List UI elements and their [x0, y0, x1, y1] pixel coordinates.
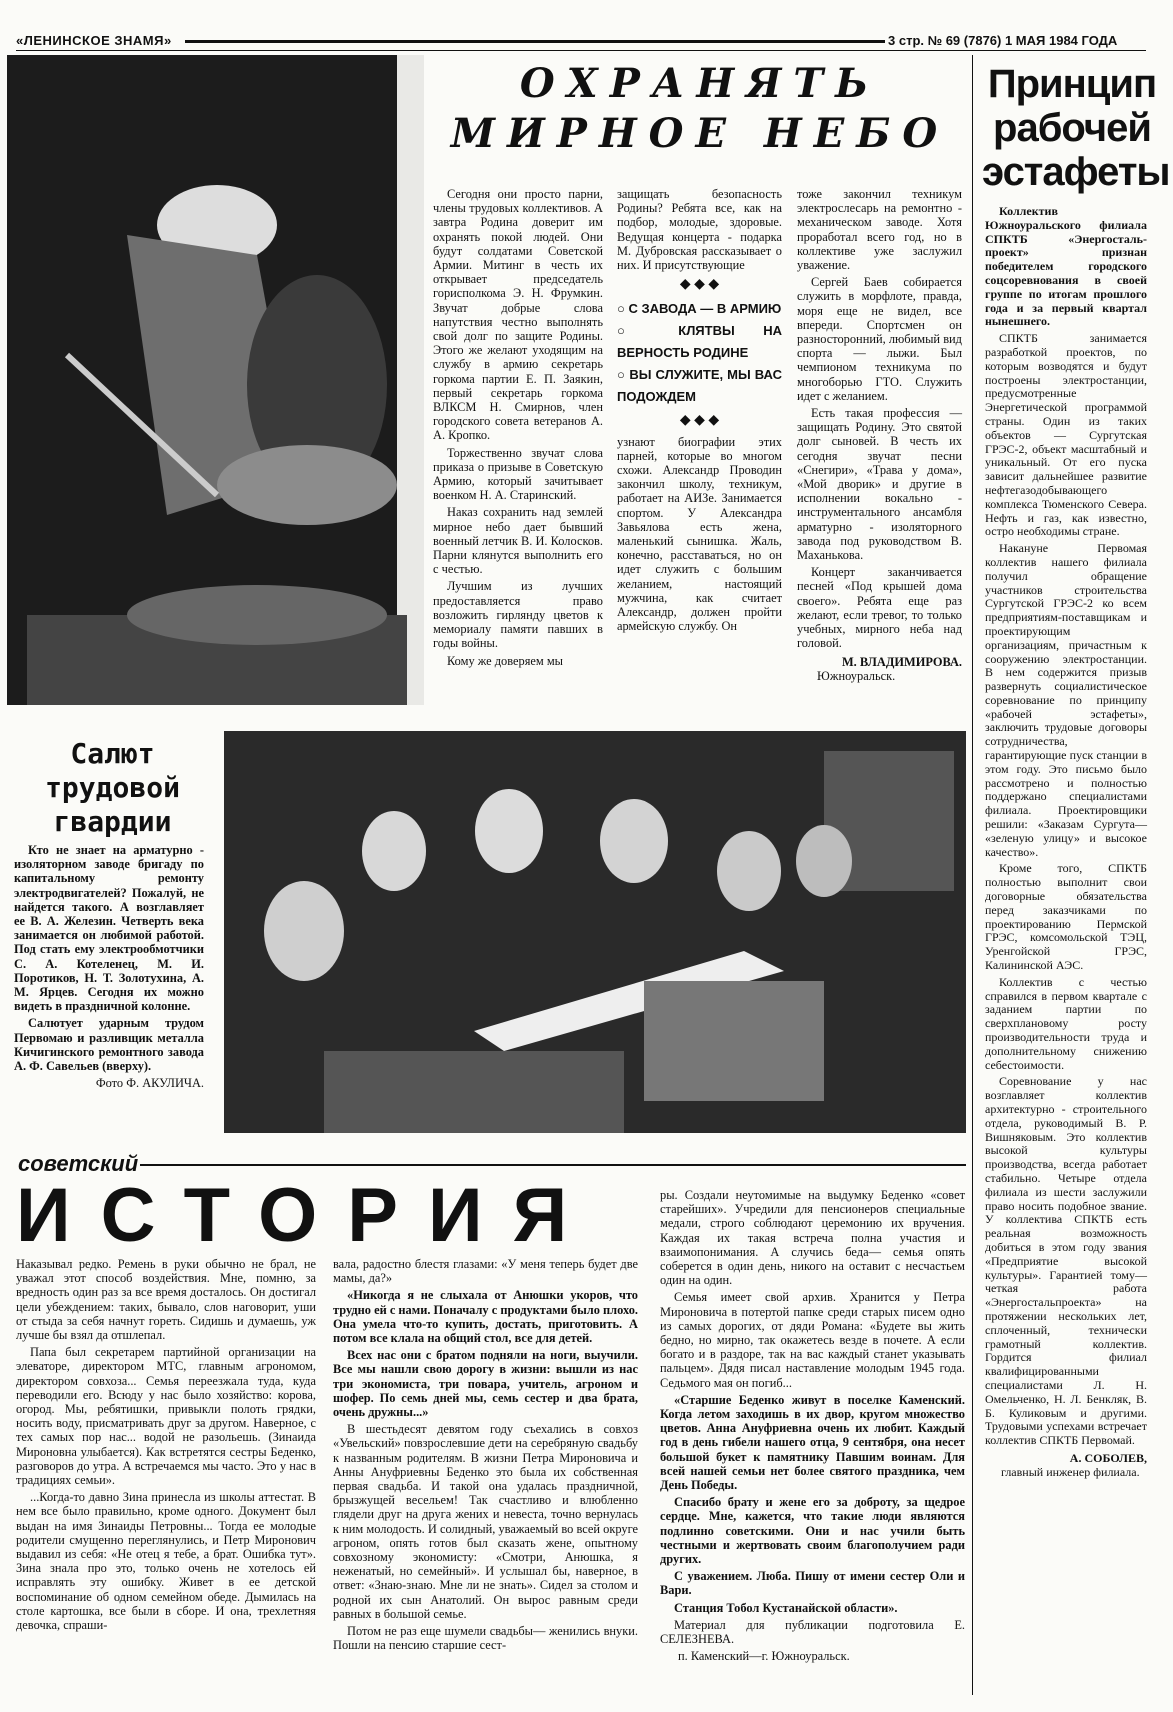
article1-title — [450, 60, 950, 160]
paragraph: узнают биографии этих парней, которые во многом схожи. Александр Проводин закончил школу, техникум, работает на АИЗе. Занимается спортом. У Александра Завьялова есть жена, маленький сынишка. Жаль, конечно, расставаться, но он идет служить с большим желанием, настоящий мужчина, как считает Александр, должен пройти армейскую службу. Он — [617, 434, 782, 634]
header-rule — [185, 40, 885, 43]
paragraph: защищать безопасность Родины? Ребята все, как на подбор, молодые, здоровые. Ведущая концерта - подарка М. Дубровская рассказывает о них. И присутствующие — [617, 187, 782, 273]
paragraph: Наказ сохранить над землей мирное небо дает бывший военный летчик В. И. Колосков. Парни клянутся выполнить его с честью. — [433, 505, 604, 577]
article2-title — [10, 737, 215, 839]
paragraph: Станция Тобол Кустанайской области». — [674, 1600, 898, 1615]
article3-lead: Коллектив Южноуральского филиала СПКТБ «Энергосталь-проект» признан победителем городского соцсоревнования в своей группе по итогам прошлого года и за первый квартал нынешнего. — [985, 204, 1147, 329]
paragraph: тоже закончил техникум электрослесарь на ремонтно - механическом заводе. Хотя проработал всего год, но в коллективе уже заслужил уважение. — [797, 187, 962, 273]
article4-place: п. Каменский—г. Южноуральск. — [678, 1649, 850, 1664]
kicker-rule — [140, 1164, 966, 1166]
paragraph: Кроме того, СПКТБ полностью выполнит свои договорные обязательства перед заказчиками по проектированию Пермской ГРЭС, комсомольской ТЭЦ, Уренгойской ГРЭС, Калининской АЭС. — [985, 861, 1147, 973]
paragraph: Лучшим из лучших предоставляется право возложить гирлянду цветов к мемориалу памяти павших в годы войны. — [433, 579, 603, 651]
article4-title: ИСТОРИЯ — [16, 1173, 598, 1258]
article1-col2 — [617, 187, 782, 636]
paragraph: Салютует ударным трудом Первомаю и разливщик металла Кичигинского ремонтного завода А. Ф. Савельев (вверху). — [14, 1016, 204, 1074]
article3-title — [982, 62, 1170, 194]
article2-title-line3: гвардии — [53, 805, 172, 838]
paragraph: Коллектив с честью справился в первом квартале с заданием партии по сверхплановому росту производительности труда и дополнительному снижению себестоимости. — [985, 974, 1147, 1072]
article2-body — [14, 843, 204, 1090]
photo-credit: Фото Ф. АКУЛИЧА. — [95, 1076, 204, 1091]
diamond-divider: ◆ ◆ ◆ — [679, 413, 720, 429]
paragraph: Кому же доверяем мы — [447, 653, 564, 668]
issue-line: 3 стр. № 69 (7876) 1 МАЯ 1984 ГОДА — [888, 33, 1118, 48]
article4-col1 — [16, 1257, 316, 1635]
article3-position: главный инженер филиала. — [1001, 1464, 1140, 1479]
paragraph: «Старшие Беденко живут в поселке Каменский. Когда летом заходишь в их двор, кругом множество цветов. Анна Ануфриевна очень их любит. Каждый год в день гибели нашего отца, 9 сентября, она несет большой букет к памятнику Павшим воинам. Для всей нашей семьи нет более святого праздника, чем День Победы. — [660, 1392, 965, 1493]
paragraph: Наказывал редко. Ремень в руки обычно не брал, не уважал этот способ воздействия. Мне, помню, за вредность один раз за все время досталось. Он достигал цели убеждением: таких, бывало, слов наговорит, уши от стыда за себя начнут гореть. Сидишь и думаешь, уж лучше бы взял да отшлепал. — [16, 1257, 316, 1343]
article2-title-line1: Салют — [70, 737, 155, 770]
article1-col1 — [433, 187, 603, 671]
diamond-divider: ◆ ◆ ◆ — [679, 277, 720, 293]
paragraph: Соревнование у нас возглавляет коллектив архитектурно - строительного отдела, руководимый В. Р. Вишняковым. Это коллектив высокой культуры производства, всегда работает стабильно. Четыре отдела филиала из шести заслужили право носить подобное звание. У коллектива СПКТБ есть реальная возможность добиться в этом году звания «Предприятие высокой культуры». Гарантией тому— четкая работа «Энергостальпроекта» на протяжении нескольких лет, сплоченный, технически грамотный коллектив. Гордится филиал квалифицированными специалистами Л. Н. Омельченко, Н. Л. Бенкляк, В. Б. Куликовым и другими. Трудовыми успехами встречает коллектив СПКТБ Первомай. — [985, 1074, 1147, 1448]
photo-metal-worker — [7, 55, 424, 705]
rubric-item: ○ КЛЯТВЫ НА ВЕРНОСТЬ РОДИНЕ — [617, 323, 782, 361]
paragraph: В шестьдесят девятом году съехались в совхоз «Увельский» повзрослевшие дети на серебряную свадьбу к названным родителям. В жизни Петра Мироновича и Анны Ануфриевны Беденко это была их собственная первая свадьба. И такой она удалась праздничной, брызжущей весельем! Так счастливо и влюбленно глядели друг на друга жених и невеста, точно вернулась к ним молодость. И солидный, уважаемый во всей округе агроном, опять готов был сказать жене, опытному совхозному экономисту: «Смотри, Анюшка, я неженатый, но семейный». И услышал бы, наверное, в ответ: «Знаю-знаю. Мне ли не знать». Сидел за столом и родной их сын Анатолий. Он вырос равным среди равных в большой семье. — [333, 1422, 638, 1621]
article4-kicker: советский — [18, 1151, 139, 1176]
article3-title-line2: рабочей — [993, 106, 1151, 150]
paragraph: ры. Создали неутомимые на выдумку Беденко «совет старейших». Учредили для пенсионеров специальные медали, строго соблюдают церемонию их вручения. Каждая их такая встреча полна участия и взаимопонимания. А случись беда— семья опять соберется в один день, никого на оставит с несчастьем один на один. — [660, 1188, 965, 1288]
rubric-item: ○ ВЫ СЛУЖИТЕ, МЫ ВАС ПОДОЖДЕМ — [617, 367, 782, 405]
paragraph: вала, радостно блестя глазами: «У меня теперь будет две мамы, да?» — [333, 1257, 638, 1286]
paragraph: Спасибо брату и жене его за доброту, за щедрое сердце. Мне, кажется, что такие люди являются подлинно советскими. Они и нас учили быть честными и жертвовать своим благополучием ради других. — [660, 1495, 965, 1567]
article3-title-line1: Принцип — [987, 62, 1157, 106]
paragraph: Сергей Баев собирается служить в морфлоте, правда, моря еще не видел, все впереди. Спортсмен он разносторонний, любимый вид спорта — лыжи. Был чемпионом техникума по многоборью ГТО. Служить идет с желанием. — [797, 275, 962, 403]
rubric-item: ○ С ЗАВОДА — В АРМИЮ — [617, 301, 782, 317]
header-rule-2 — [16, 50, 1146, 51]
paragraph: Кто не знает на арматурно - изоляторном заводе бригаду по капитальному ремонту электродвигателей? Пожалуй, не найдется такого. А возглавляет ее В. А. Железин. Четверть века занимается он любимой работой. Под стать ему электрообмотчики С. А. Котеленец, М. И. Поротиков, Н. Т. Золотухина, А. М. Ярцев. Сегодня их можно видеть в праздничной колонне. — [14, 843, 204, 1014]
paragraph: С уважением. Люба. Пишу от имени сестер Оли и Вари. — [660, 1569, 965, 1598]
paragraph: Сегодня они просто парни, члены трудовых коллективов. А завтра Родина доверит им охранять покой людей. Они будут солдатами Советской Армии. Митинг в честь их открывает председатель горисполкома Э. Н. Фрумкин. Звучат добрые слова напутствия честно выполнять свой долг по защите Родины. Этого же желают уходящим на службу в армию секретарь горкома партии Е. П. Заякин, первый секретарь горкома ВЛКСМ Н. Смирнов, член городского совета ветеранов А. А. Кропко. — [433, 187, 603, 443]
article4-prepared: Материал для публикации подготовила Е. СЕЛЕЗНЕВА. — [660, 1617, 965, 1647]
paragraph: Всех нас они с братом подняли на ноги, выучили. Все мы нашли свою дорогу в жизни: вышли из нас три экономиста, три повара, учитель, агроном и шофер. По семь дней мы, семь сестер и два брата, очень дружны...» — [333, 1348, 638, 1420]
paragraph: Концерт заканчивается песней «Под крышей дома своего». Ребята еще раз желают, если тревог, то только учебных, мирного неба над головой. — [797, 565, 962, 651]
article3-body — [985, 205, 1147, 1480]
rubric-list — [617, 298, 782, 408]
article1-signature: М. ВЛАДИМИРОВА. — [841, 654, 962, 669]
paragraph: «Никогда я не слыхала от Анюшки укоров, что трудно ей с нами. Поначалу с продуктами было плохо. Она умела что-то купить, достать, приготовить. А потом все клала на общий стол, все для детей. — [333, 1288, 639, 1346]
article4-col3 — [660, 1188, 965, 1664]
article1-place: Южноуральск. — [817, 668, 896, 683]
paragraph: Торжественно звучат слова приказа о призыве в Советскую Армию, который зачитывает военком Н. А. Старинский. — [433, 445, 603, 503]
photo-brigade — [224, 731, 966, 1133]
paragraph: СПКТБ занимается разработкой проектов, по которым возводятся и будут построены электростанции, предусмотренные Энергетической программой страны. Один из таких объектов — Сургутская ГРЭС-2, объект масштабный и уникальный. От его пуска зависит дальнейшее развитие нефтегазодобывающего комплекса Тюменского Севера. Нефть и газ, как известно, остро необходимы стране. — [985, 331, 1147, 539]
paragraph: Папа был секретарем партийной организации на элеваторе, директором МТС, главным агрономом, директором совхоза... Семья переезжала туда, куда переводили его. Всюду у нас было хозяйство: корова, огород. Мы, ребятишки, привыкли полоть грядки, носить воду, присматривать друг за другом. Наверное, с тех самых пор нас... водой не разольешь. (Зинаида Мироновна улыбается). Как встретятся сестры Беденко, разговоров до утра. А встречаемся мы часто. Это у нас в традициях семьи». — [16, 1345, 316, 1488]
article1-title-line2: МИРНОЕ НЕБО — [450, 110, 950, 157]
article4-col2 — [333, 1257, 638, 1655]
article2-title-line2: трудовой — [45, 771, 180, 804]
article1-col3 — [797, 187, 962, 683]
article3-title-line3: эстафеты — [982, 150, 1170, 194]
paragraph: Есть такая профессия — защищать Родину. Это святой долг сыновей. В честь их сегодня звучат песни «Снегири», «Трава у дома», «Мой дворик» и другие в исполнении вокально - инструментального ансамбля арматурно - изоляторного завода под руководством В. Маханькова. — [797, 406, 962, 563]
paragraph: ...Когда-то давно Зина принесла из школы аттестат. В нем все было правильно, кроме одного. Документ был выдан на имя Зинаиды Петровны... Тогда ее молодые родители смущенно переглянулись, и Петр Миронович выдавил из себя: «Не отец я тебе, а брат. Ошибка тут». Зина знала про это, только очень не хотелось ей исправлять эту ошибку. Живет в ее детской воспоминание об одном семейном обеде. Дымилась на столе картошка, все были в сборе. И она, трехлетняя девочка, спраши- — [16, 1490, 316, 1633]
masthead: «ЛЕНИНСКОЕ ЗНАМЯ» — [16, 33, 172, 48]
paragraph: Потом не раз еще шумели свадьбы— женились внуки. Пошли на пенсию старшие сест- — [333, 1624, 638, 1653]
paragraph: Накануне Первомая коллектив нашего филиала получил обращение участников строительства Сургутской ГРЭС-2 ко всем предприятиям-поставщикам и проектирующим организациям, причастным к сооружению электростанции. В нем содержится призыв развернуть социалистическое соревнование по принципу «рабочей эстафеты», заключить трудовые договоры сотрудничества, гарантирующие пуск станции в этом году. Это письмо было рассмотрено и полностью поддержано специалистами филиала. Проектировщики решили: «Заказам Сургута— «зеленую улицу» и высокое качество». — [985, 541, 1147, 859]
article3-signature: А. СОБОЛЕВ, — [1069, 1450, 1147, 1465]
column-divider — [972, 55, 973, 1695]
paragraph: Семья имеет свой архив. Хранится у Петра Мироновича в потертой папке среди старых писем одно из самых дорогих, от дяди Романа: «Будете вы жить бедно, но мирно, так окажетесь везде в почете. А если богато и в раздоре, так на вас каждый станет указывать пальцем». Дядя писал наставление молодым 1945 года. Седьмого мая он погиб... — [660, 1290, 965, 1390]
article1-title-line1: ОХРАНЯТЬ — [519, 60, 881, 107]
